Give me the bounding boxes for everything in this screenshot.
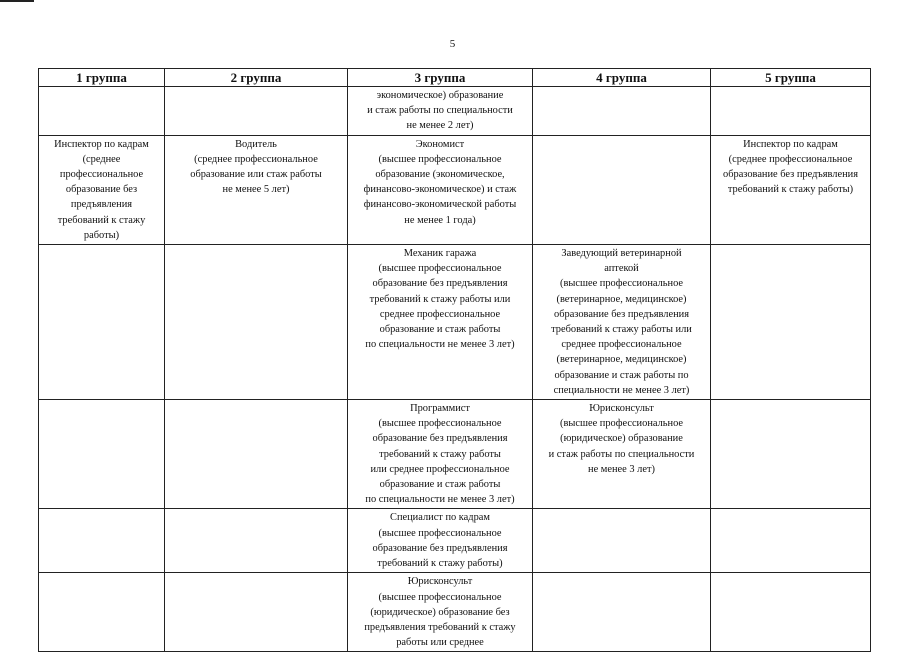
position-title: Экономист: [415, 138, 465, 150]
table-cell: [165, 509, 348, 573]
table-row: [39, 135, 871, 244]
table-cell: [533, 509, 711, 573]
table-cell: [39, 400, 165, 509]
table-cell: [533, 135, 711, 244]
position-title: Инспектор по кадрам: [743, 138, 838, 150]
table-cell: [348, 400, 533, 509]
position-title: Программист: [410, 403, 470, 415]
position-requirements: (высшее профессиональное образование без предъявления требований к стажу работы или среднее профессиональное образование и стаж работы по специальности не менее 3 лет): [365, 418, 515, 506]
corner-scan-mark: [0, 0, 34, 2]
table-cell: [711, 87, 871, 136]
table-cell: [348, 87, 533, 136]
table-cell: [39, 135, 165, 244]
table-cell: [711, 509, 871, 573]
table-cell: [711, 245, 871, 400]
position-requirements: (высшее профессиональное образование (экономическое, финансово-экономическое) и стаж финансово-экономической работы не менее 1 года): [363, 153, 517, 226]
position-requirements: (высшее профессиональное образование без предъявления требований к стажу работы или среднее профессиональное образование и стаж работы по специальности не менее 3 лет): [365, 263, 515, 351]
position-requirements: экономическое) образование и стаж работы по специальности не менее 2 лет): [367, 90, 513, 132]
position-title: Специалист по кадрам: [390, 512, 490, 524]
table-cell: [711, 400, 871, 509]
table-cell: [39, 87, 165, 136]
table-cell: [348, 509, 533, 573]
position-title: Юрисконсульт: [589, 403, 654, 415]
table-cell: [165, 135, 348, 244]
position-requirements: (высшее профессиональное (ветеринарное, медицинское) образование без предъявления требований к стажу работы или среднее профессиональное (ветеринарное, медицинское) образование и стаж работы по специальности не менее 3 лет): [551, 278, 692, 396]
position-title: Юрисконсульт: [407, 576, 473, 588]
position-requirements: (среднее профессиональное образование без предъявления требований к стажу работы): [57, 153, 146, 241]
page-number: 5: [449, 38, 456, 50]
table-cell: [348, 135, 533, 244]
table-row: [39, 509, 871, 573]
positions-table: [38, 68, 871, 652]
table-cell: [165, 245, 348, 400]
header-group-2: 2 группа: [165, 69, 348, 87]
table-cell: [39, 245, 165, 400]
header-group-3: 3 группа: [348, 69, 533, 87]
table-header-row: [39, 69, 871, 87]
table-row: [39, 400, 871, 509]
table-row: [39, 245, 871, 400]
table-cell: [165, 400, 348, 509]
table-cell: [533, 400, 711, 509]
table-cell: [533, 87, 711, 136]
header-group-4: 4 группа: [533, 69, 711, 87]
position-title: Водитель: [235, 138, 277, 150]
table-cell: [533, 245, 711, 400]
position-title: Инспектор по кадрам: [54, 138, 149, 150]
table-row: [39, 87, 871, 136]
position-title: Заведующий ветеринарной аптекой: [561, 248, 682, 275]
position-requirements: (высшее профессиональное (юридическое) образование и стаж работы по специальности не менее 3 лет): [548, 418, 695, 475]
table-cell: [348, 245, 533, 400]
header-group-5: 5 группа: [711, 69, 871, 87]
table-cell: [711, 135, 871, 244]
position-requirements: (высшее профессиональное образование без предъявления требований к стажу работы): [372, 527, 508, 570]
position-title: Механик гаража: [403, 248, 477, 260]
table-cell: [165, 87, 348, 136]
table-cell: [39, 509, 165, 573]
position-requirements: (среднее профессиональное образование без предъявления требований к стажу работы): [723, 153, 858, 196]
position-requirements: (среднее профессиональное образование или стаж работы не менее 5 лет): [190, 153, 322, 196]
header-group-1: 1 группа: [39, 69, 165, 87]
position-requirements: (высшее профессиональное (юридическое) образование без предъявления требований к стажу работы или среднее: [364, 591, 516, 649]
